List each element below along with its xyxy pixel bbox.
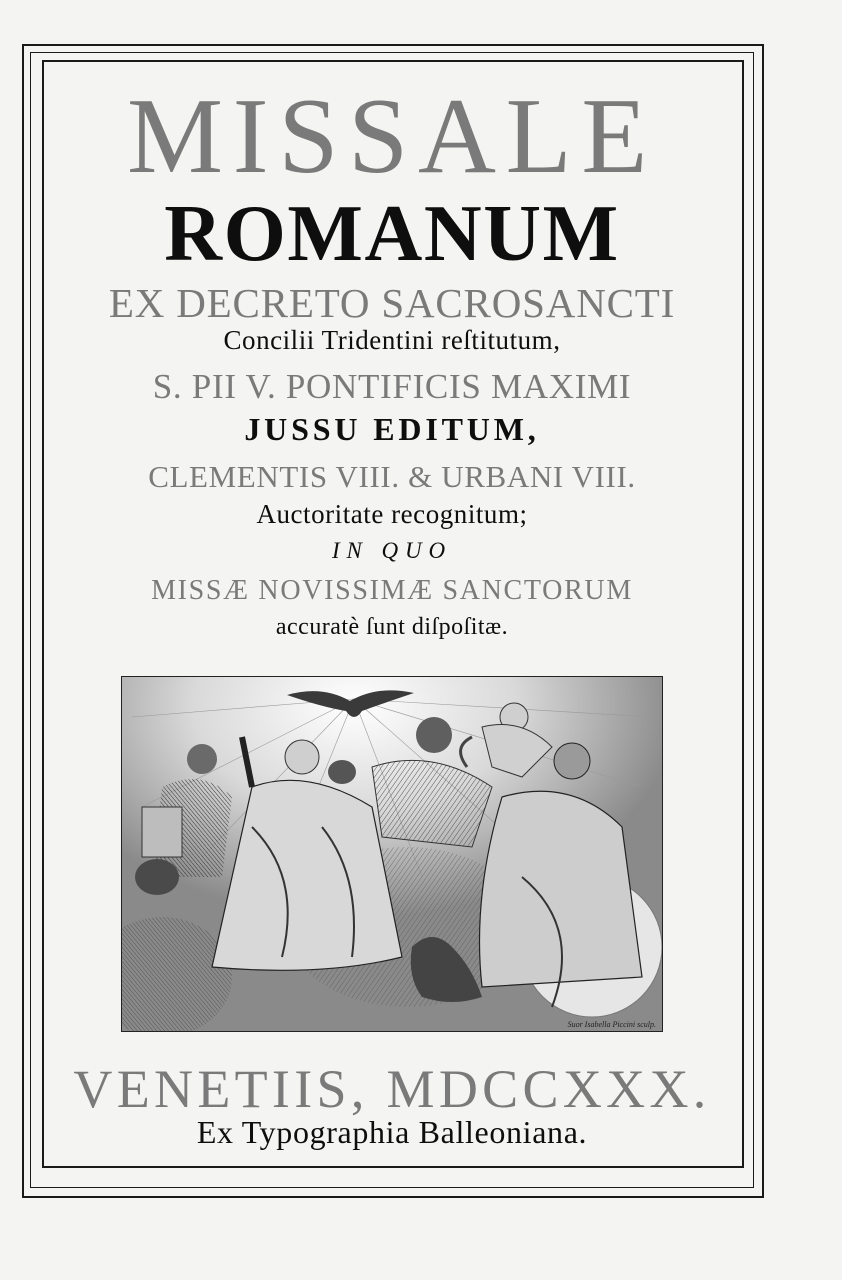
subtitle-jussu-editum: JUSSU EDITUM, — [244, 411, 540, 447]
subtitle-pii-v: S. PII V. PONTIFICIS MAXIMI — [152, 367, 632, 406]
engraver-signature: Suor Isabella Piccini sculp. — [567, 1020, 656, 1029]
ox-icon — [135, 859, 179, 895]
title-romanum: ROMANUM — [164, 190, 620, 278]
subtitle-accurate: accuratè ſunt diſpoſitæ. — [275, 614, 509, 640]
engraving-illustration — [121, 676, 663, 1032]
evangelists-engraving-image — [122, 677, 662, 1031]
subtitle-ex-decreto: EX DECRETO SACROSANCTI — [108, 280, 676, 326]
subtitle-auctoritate: Auctoritate recognitum; — [256, 499, 528, 529]
imprint-printer: Ex Typographia Balleoniana. — [196, 1114, 588, 1150]
imprint-place-date: VENETIIS, MDCCXXX. — [73, 1059, 711, 1119]
subtitle-missae-novissimae: MISSÆ NOVISSIMÆ SANCTORUM — [151, 575, 633, 606]
lion-icon — [328, 760, 356, 784]
subtitle-in-quo: IN QUO — [332, 538, 452, 563]
subtitle-clementis: CLEMENTIS VIII. & URBANI VIII. — [148, 459, 636, 494]
title-missale: MISSALE — [126, 77, 658, 196]
subtitle-concilii: Concilii Tridentini reſtitutum, — [223, 325, 561, 355]
